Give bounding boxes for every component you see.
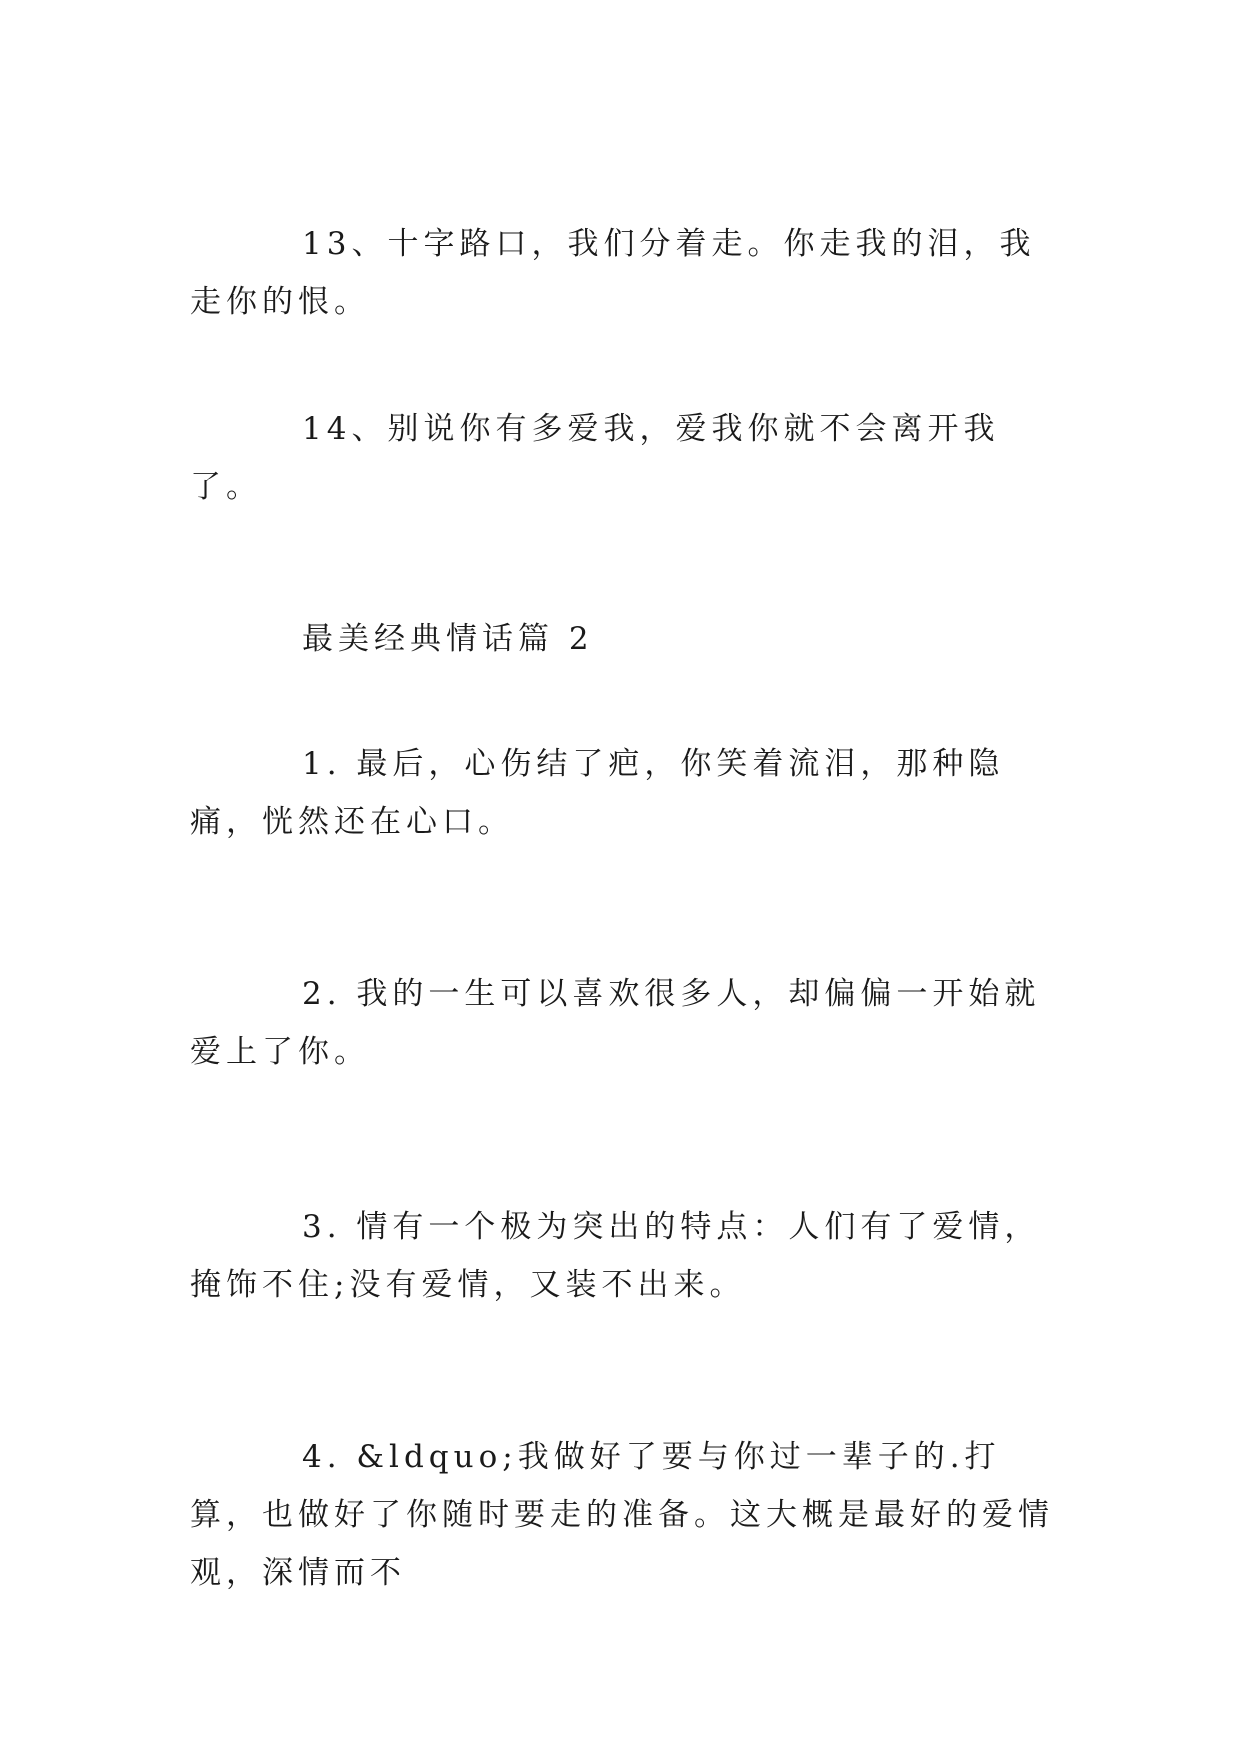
paragraph-2: 2. 我的一生可以喜欢很多人，却偏偏一开始就爱上了你。: [190, 976, 1041, 1070]
paragraph-3: 3. 情有一个极为突出的特点：人们有了爱情，掩饰不住;没有爱情，又装不出来。: [190, 1209, 1041, 1303]
paragraph-13: 13、十字路口，我们分着走。你走我的泪，我走你的恨。: [190, 226, 1036, 320]
paragraph-14: 14、别说你有多爱我，爱我你就不会离开我了。: [190, 411, 1000, 505]
paragraph-4: 4. &ldquo;我做好了要与你过一辈子的.打算，也做好了你随时要走的准备。这大概是最好的爱情观，深情而不: [190, 1439, 1054, 1591]
section-heading: 最美经典情话篇 2: [302, 621, 594, 657]
paragraph-1: 1. 最后，心伤结了疤，你笑着流泪，那种隐痛，恍然还在心口。: [190, 746, 1005, 840]
